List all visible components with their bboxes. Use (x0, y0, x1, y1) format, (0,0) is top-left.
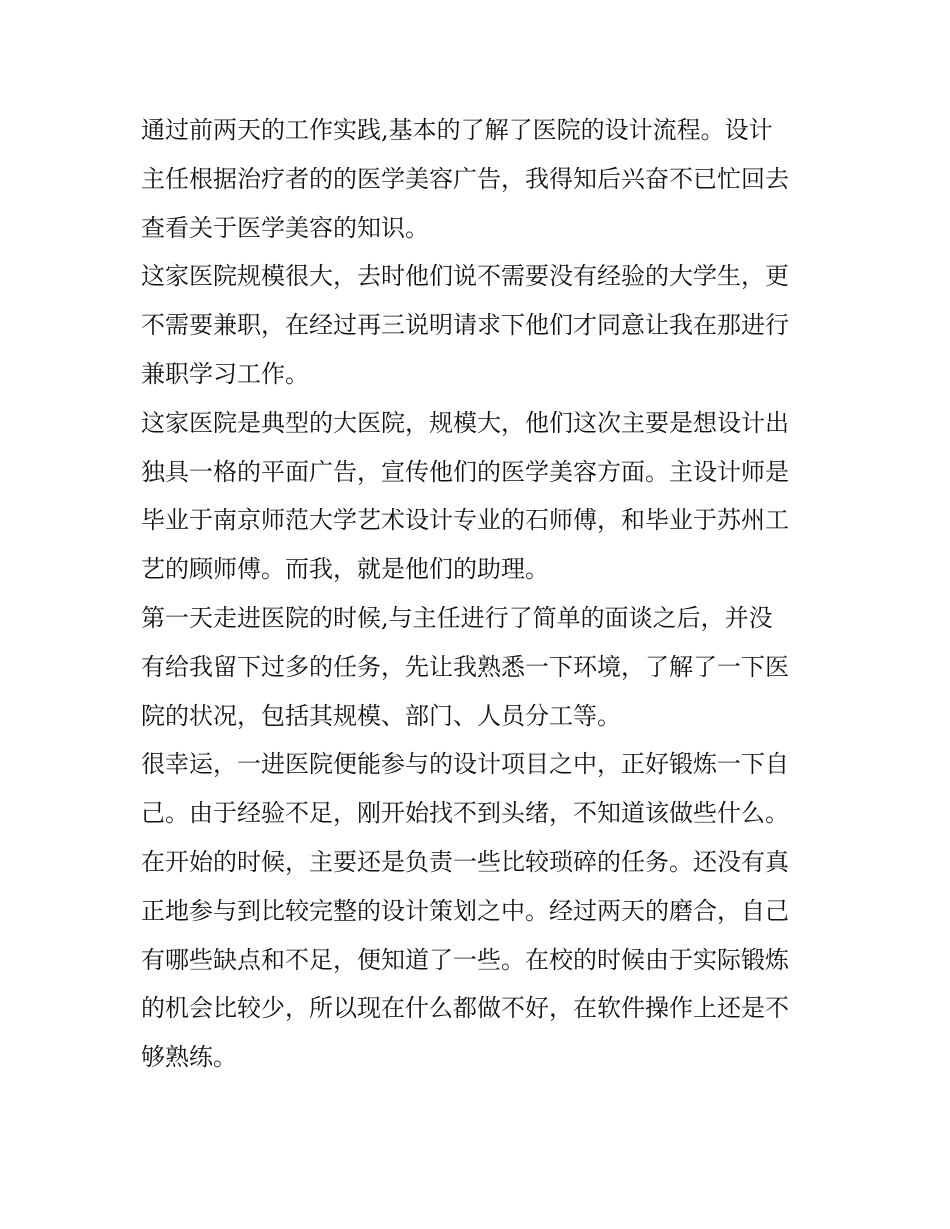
text-line: 院的状况，包括其规模、部门、人员分工等。 (141, 701, 621, 730)
text-line: 毕业于南京师范大学艺术设计专业的石师傅，和毕业于苏州工 (141, 506, 789, 535)
document-body (141, 106, 821, 1082)
text-line: 在开始的时候，主要还是负责一些比较琐碎的任务。还没有真 (141, 847, 789, 876)
text-line: 查看关于医学美容的知识。 (141, 213, 429, 242)
text-line: 够熟练。 (141, 1043, 237, 1072)
text-line: 通过前两天的工作实践,基本的了解了医院的设计流程。设计 (141, 116, 773, 144)
text-line: 这家医院是典型的大医院，规模大，他们这次主要是想设计出 (141, 408, 789, 437)
text-line: 第一天走进医院的时候,与主任进行了简单的面谈之后，并没 (141, 603, 773, 632)
text-line: 己。由于经验不足，刚开始找不到头绪，不知道该做些什么。 (141, 799, 789, 828)
text-line: 主任根据治疗者的的医学美容广告，我得知后兴奋不已忙回去 (141, 164, 789, 193)
text-line: 独具一格的平面广告，宣传他们的医学美容方面。主设计师是 (141, 457, 789, 486)
text-line: 不需要兼职，在经过再三说明请求下他们才同意让我在那进行 (141, 311, 789, 340)
text-line: 很幸运，一进医院便能参与的设计项目之中，正好锻炼一下自 (141, 750, 789, 779)
text-line: 这家医院规模很大，去时他们说不需要没有经验的大学生，更 (141, 262, 789, 291)
text-line: 有哪些缺点和不足，便知道了一些。在校的时候由于实际锻炼 (141, 945, 789, 974)
text-line: 有给我留下过多的任务，先让我熟悉一下环境，了解了一下医 (141, 652, 789, 681)
text-line: 兼职学习工作。 (141, 359, 309, 388)
text-line: 的机会比较少，所以现在什么都做不好，在软件操作上还是不 (141, 994, 789, 1023)
text-line: 艺的顾师傅。而我，就是他们的助理。 (141, 555, 549, 584)
text-line: 正地参与到比较完整的设计策划之中。经过两天的磨合，自己 (141, 896, 789, 925)
